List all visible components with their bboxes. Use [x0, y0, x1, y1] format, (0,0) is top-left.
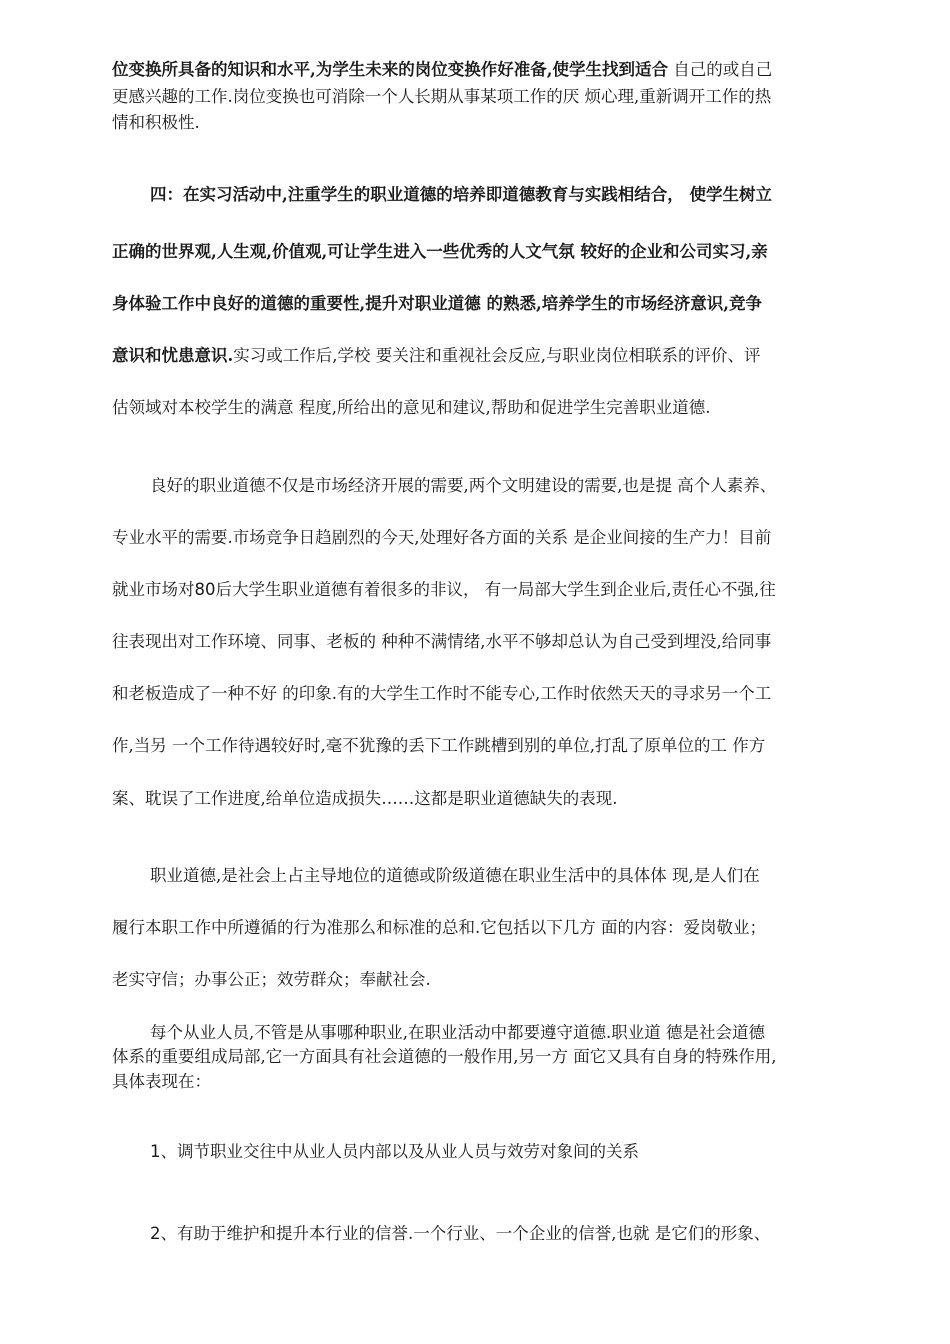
paragraph-1-line-2: 更感兴趣的工作.岗位变换也可消除一个人长期从事某项工作的厌 烦心理,重新调开工作的热 — [112, 87, 772, 106]
paragraph-3-number: 80 — [194, 580, 216, 599]
paragraph-2-line-2: 正确的世界观,人生观,价值观,可让学生进入一些优秀的人文气氛 较好的企业和公司实习,亲 — [112, 242, 768, 261]
paragraph-3-line-6: 作,当另 一个工作待遇较好时,毫不犹豫的丢下工作跳槽到别的单位,打乱了原单位的工 作方 — [112, 736, 766, 755]
paragraph-3-line-4: 往表现出对工作环境、同事、老板的 种种不满情绪,水平不够却总认为自己受到埋没,给同事 — [112, 632, 772, 651]
list-item-1-text: 、调节职业交往中从业人员内部以及从业人员与效劳对象间的关系 — [160, 1142, 639, 1161]
paragraph-3-line-5: 和老板造成了一种不好 的印象.有的大学生工作时不能专心,工作时依然天天的寻求另一个工 — [112, 684, 772, 703]
paragraph-5-line-1: 每个从业人员,不管是从事哪种职业,在职业活动中都要遵守道德.职业道 德是社会道德 — [150, 1023, 765, 1042]
paragraph-2-line-1: 四：在实习活动中,注重学生的职业道德的培养即道德教育与实践相结合， 使学生树立 — [150, 185, 772, 204]
paragraph-4-line-3: 老实守信；办事公正；效劳群众；奉献社会. — [112, 970, 431, 989]
paragraph-2-line-4 — [112, 344, 761, 368]
paragraph-3-text-b: 后大学生职业道德有着很多的非议， 有一局部大学生到企业后,责任心不强,往 — [215, 580, 776, 599]
paragraph-5-line-3: 具体表现在： — [112, 1072, 211, 1091]
paragraph-2-text: 实习或工作后,学校 要关注和重视社会反应,与职业岗位相联系的评价、评 — [233, 346, 761, 365]
paragraph-5-line-2: 体系的重要组成局部,它一方面具有社会道德的一般作用,另一方 面它又具有自身的特殊作用, — [112, 1047, 777, 1066]
list-item-2 — [150, 1222, 770, 1246]
paragraph-2-line-5: 估领域对本校学生的满意 程度,所给出的意见和建议,帮助和促进学生完善职业道德. — [112, 398, 711, 417]
paragraph-3-line-1: 良好的职业道德不仅是市场经济开展的需要,两个文明建设的需要,也是提 高个人素养、 — [150, 476, 777, 495]
paragraph-1-bold-text: 位变换所具备的知识和水平,为学生未来的岗位变换作好准备,使学生找到适合 — [112, 60, 668, 79]
paragraph-4-line-1: 职业道德,是社会上占主导地位的道德或阶级道德在职业生活中的具体体 现,是人们在 — [150, 866, 760, 885]
paragraph-3-line-3 — [112, 578, 776, 602]
list-item-2-number: 2 — [150, 1224, 161, 1243]
paragraph-1-text: 自己的或自己 — [668, 60, 773, 79]
list-item-2-text: 、有助于维护和提升本行业的信誉.一个行业、一个企业的信誉,也就 是它们的形象、 — [160, 1224, 771, 1243]
paragraph-2-line-3: 身体验工作中良好的道德的重要性,提升对职业道德 的熟悉,培养学生的市场经济意识,竞争 — [112, 294, 762, 313]
paragraph-2-bold-text: 意识和忧患意识. — [112, 346, 234, 365]
paragraph-3-line-7: 案、耽误了工作进度,给单位造成损失……这都是职业道德缺失的表现. — [112, 789, 618, 808]
paragraph-4-line-2: 履行本职工作中所遵循的行为准那么和标准的总和.它包括以下几方 面的内容：爱岗敬业； — [112, 918, 766, 937]
paragraph-3-text-a: 就业市场对 — [112, 580, 195, 599]
list-item-1 — [150, 1140, 639, 1164]
paragraph-3-line-2: 专业水平的需要.市场竞争日趋剧烈的今天,处理好各方面的关系 是企业间接的生产力！目前 — [112, 528, 772, 547]
paragraph-1-line-1 — [112, 58, 772, 82]
paragraph-1-line-3: 情和积极性. — [112, 113, 200, 132]
list-item-1-number: 1 — [150, 1142, 161, 1161]
